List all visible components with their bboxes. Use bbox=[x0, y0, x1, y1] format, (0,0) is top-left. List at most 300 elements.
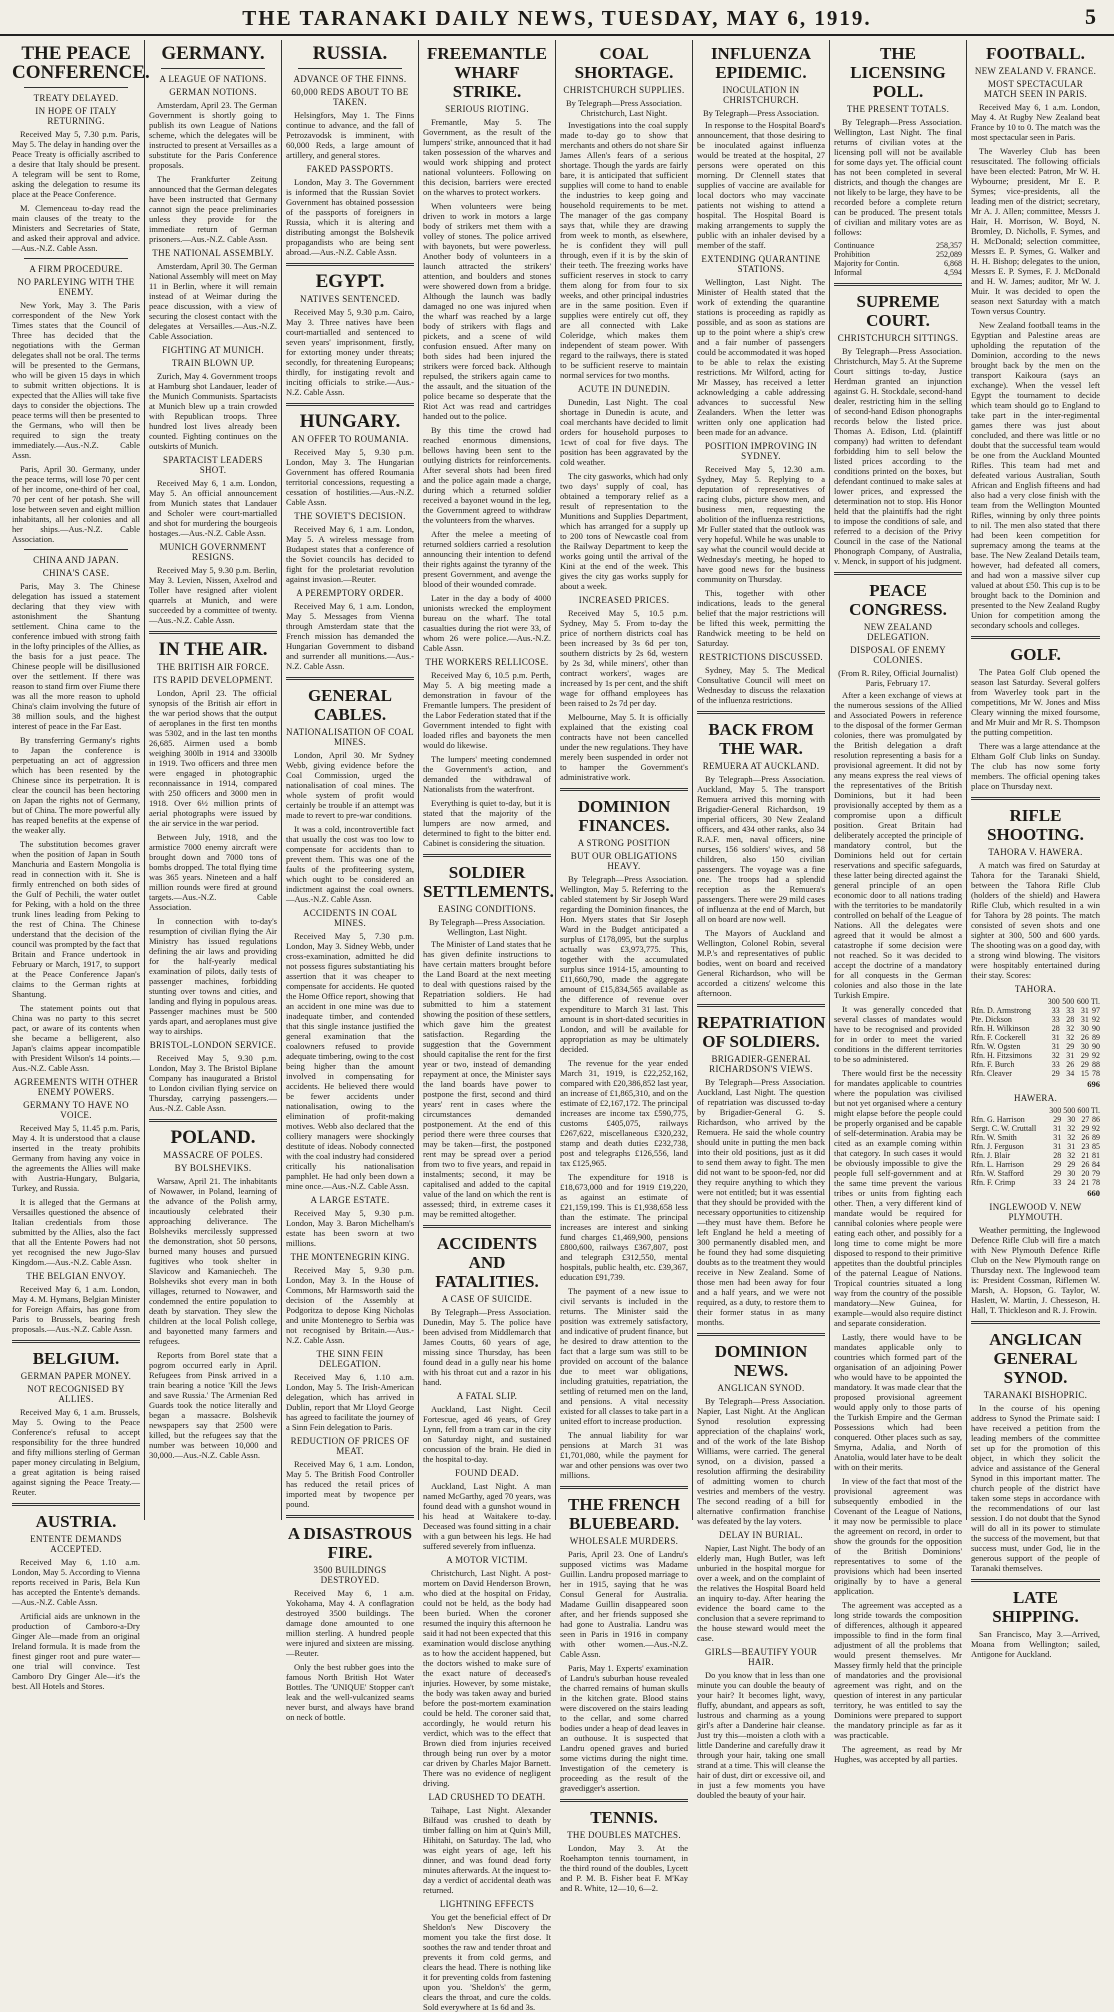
article-text: Amsterdam, April 23. The German Government is shortly going to publish its own League of Nations scheme, which the delegates will be instructed to present at Versailles as a substitute for the Paris Conference proposals. bbox=[149, 100, 277, 170]
article-text: The Frankfurter Zeitung announced that the German delegates have been instructed that Germany cannot sign the peace preliminaries unless they provide for the immediate return of German prisoners.—Aus.-N.Z. Cable Assn. bbox=[149, 174, 277, 244]
subheading: LIGHTNING EFFECTS bbox=[439, 1899, 535, 1909]
article-text: Wellington, Last Night. The Minister of Health stated that the work of extending the quarantine stations is proceeding as rapidly as possible, and as soon as stations are up to the point where a ship's crew and a fair number of passengers could be accommodated it was hoped to be able to relax the existing restrictions. Mr Wilford, acting for Mr Massey, has received a letter acknowledging a cable addressing advances to successful New Zealanders. When the letter was written only one application had been made for an advance. bbox=[697, 277, 825, 437]
table-cell: Informal bbox=[834, 268, 862, 277]
article-text: The statement points out that China was no party to this secret pact, or aware of its contents when she became a belligerent, also Japan's claims appear incompatible with President Wilson's 14 points.—Aus.-N.Z. Cable Assn. bbox=[12, 1003, 140, 1073]
subheading: THE SINN FEIN DELEGATION. bbox=[316, 1349, 384, 1369]
subheading: AGREEMENTS WITH OTHER ENEMY POWERS. bbox=[13, 1077, 139, 1097]
subheading: TAHORA V. HAWERA. bbox=[988, 847, 1083, 857]
table-row bbox=[834, 241, 962, 250]
table-cell: Majority for Contin. bbox=[834, 259, 900, 268]
article-text: The substitution becomes graver when the position of Japan in South Manchuria and Eastern Mongolia is read in connection with it. She is firmly entrenched on both sides of the Gulf of Pechili, the water outlet for Peking, with a hold on the three trunk lines leading from Peking to the rest of China. The Chinese understand that the decision of the council was prompted by the fact that Britain and France undertook in February or March, 1917, to support at the Peace Conference Japan's claims to the German rights at Shantung. bbox=[12, 839, 140, 999]
article-text: Between July, 1918, and the armistice 7000 enemy aircraft were brought down and 7000 tons of bombs dropped. The total flying time was 365 years. Nineteen and a half million rounds were fired at ground targets.—Aus.-N.Z. Cable Association. bbox=[149, 832, 277, 912]
rule bbox=[149, 1119, 277, 1122]
table-cell: 92 bbox=[1092, 1051, 1100, 1060]
masthead bbox=[0, 0, 1114, 36]
subheading: TARANAKI BISHOPRIC. bbox=[983, 1390, 1088, 1400]
subheading: LAD CRUSHED TO DEATH. bbox=[428, 1792, 546, 1802]
article-text: When volunteers were being driven to work in motors a large body of strikers met them with a volley of stones. The police arrived with bayonets, but were powerless. Another body of volunteers in a launch attracted the strikers' attention, and boulders and stones were showered down from a bridge. Although the launch was badly damaged no one was injured when the wharf was reached by a large body of strikers with flags and pickets, and a scene of wild confusion ensued. After many on both sides had been injured the strikers were forced back. Although repulsed, the strikers again came to the assault, and the situation of the police became so desperate that the Riot Act was read and cartridges handed out to the police. bbox=[423, 201, 551, 421]
headline: RUSSIA. bbox=[312, 43, 388, 64]
rule bbox=[971, 636, 1100, 639]
article-text: Received May 6, 10.5 p.m. Perth, May 5. A big meeting made a demonstration in favour of the Fremantle lumpers. The president of the Labor Federation stated that if the Government intended to fight with loaded rifles and bayonets the men would do likewise. bbox=[423, 670, 551, 750]
subheading: DISPOSAL OF ENEMY COLONIES. bbox=[850, 645, 946, 665]
table-row bbox=[971, 1178, 1100, 1187]
table-cell: Rfn. D. Armstrong bbox=[971, 1006, 1031, 1015]
article-text: Dunedin, Last Night. The coal shortage in Dunedin is acute, and coal merchants have decided to limit orders for household purposes to 1cwt of coal for five days. The position has been aggravated by the cold weather. bbox=[560, 397, 688, 467]
article-text: By Telegraph—Press Association. Wellington, Last Night. The final returns of civilian votes at the licensing poll will not be available for some days yet. The official count has not been completed in several districts, and though the changes are not likely to be large, they have to be recorded before a complete return can be produced. The present totals of civilian and military votes are as follows: bbox=[834, 117, 962, 237]
headline: ACCIDENTS AND FATALITIES. bbox=[435, 1234, 539, 1291]
article-text: Zurich, May 4. Government troops at Hamburg shot Landauer, leader of the Munich Communists. Spartacists at Munich blew up a train crowded with Republican troops. Three hundred lost lives already been counted. Fighting continues on the outskirts of Munich. bbox=[149, 371, 277, 451]
table-cell: 33 bbox=[1051, 1060, 1060, 1069]
article-text: By Telegraph—Press Association. Auckland, May 5. The transport Remuera arrived this morning with Brigadier-General Richardson, 19 imperial officers, 30 New Zealand officers, and 434 other ranks, also 34 R.A.F. men, naval officers, nine nurses, 156 soldiers' wives, and 58 children, also 150 civilian passengers. The voyage was a fine one. The troops had a splendid reception as the Remuera's passengers. There were 29 mild cases of influenza at the end of March, but all on board are now well. bbox=[697, 774, 825, 924]
article-text: Weather permitting, the Inglewood Defence Rifle Club will fire a match with New Plymouth Defence Rifle Club on the New Plymouth range on Thursday next. The Inglewood team is: President Cossman, Riflemen W. Marsh, A. Hopson, G. Taylor, W. Haslett, W. Martin, J. Chesseson, H. Hall, T. Thickleson and R. J. Frowin. bbox=[971, 1225, 1100, 1315]
subheading: REMUERA AT AUCKLAND. bbox=[702, 761, 820, 771]
table-cell: 79 bbox=[1092, 1169, 1100, 1178]
headline: SOLDIER SETTLEMENTS. bbox=[423, 863, 554, 901]
subheading: INOCULATION IN CHRISTCHURCH. bbox=[722, 85, 800, 105]
article-text: Warsaw, April 21. The inhabitants of Nowawer, in Poland, learning of the advance of the Polish army, incautiously celebrated their approaching deliverance. The Bolsheviks mercilessly suppressed the demonstration, shot 50 persons, burned many houses and pursued fugitives who took shelter in Slavicow and Kamaniecheh. The Bolsheviks shot every man in both villages, returned to Nowawer, and condemned the entire population to death by starvation. They slew the children at the local Polish college, and bayonetted many farmers and refugees. bbox=[149, 1176, 277, 1346]
rule bbox=[24, 258, 128, 259]
table-row bbox=[971, 1051, 1100, 1060]
rule bbox=[12, 1503, 140, 1506]
table-cell: 86 bbox=[1092, 1115, 1100, 1124]
table-cell: Rfn. W. Stafford bbox=[971, 1169, 1024, 1178]
article-text: Received May 6, 1 a.m. London, May 5. An official announcement from Munich states that Landauer and Scholer were court-martialled and shot for murdering the bourgeois hostages.—Aus.-N.Z. Cable Assn. bbox=[149, 478, 277, 538]
table-header-cell: 300 bbox=[1049, 1106, 1062, 1115]
subheading: SPARTACIST LEADERS SHOT. bbox=[163, 455, 263, 475]
headline: GENERAL CABLES. bbox=[307, 686, 393, 724]
article-text: The lumpers' meeting condemned the Government's action, and demanded the withdrawal of Nationalists from the waterfront. bbox=[423, 754, 551, 794]
article-text: The Patea Golf Club opened the season last Saturday. Several golfers from Waverley took part in the competitions, Mr W. Jones and Miss Cleary winning the mixed foursome, and Mr Muir and Mr R. S. Thompson the putting competition. bbox=[971, 667, 1100, 737]
headline: TENNIS. bbox=[590, 1808, 658, 1827]
table-cell: 78 bbox=[1092, 1178, 1100, 1187]
column-7 bbox=[830, 40, 967, 1764]
table-cell: 78 bbox=[1092, 1069, 1100, 1078]
subheading: CHINA AND JAPAN. bbox=[33, 555, 119, 565]
subheading: A PEREMPTORY ORDER. bbox=[296, 588, 404, 598]
table-cell: Rfn. F. Crimp bbox=[971, 1178, 1016, 1187]
subheading: ANGLICAN SYNOD. bbox=[717, 1383, 805, 1393]
article-text: The Minister of Land states that he has given definite instructions to have certain matters brought before the Land Board at the next meeting to deal with questions raised by the Repatriation soldiers. He had submitted to him a statement showing the position of these settlers, which gave him the greatest satisfaction. Regarding the suggestion that the Government should capitalise the rent for the first year or two, instead of demanding repayment at once, the Minister says the land boards have power to postpone the first, second and third years' rent in cases where the circumstances demanded postponement. At the end of this period there were three courses that may be taken—first, the postponed rent may be spread over a period from two to five years, and repaid in instalments; second, it may be capitalised and added to the capital value of the land on which the rent is assessed; third, in extreme cases it may be remitted altogether. bbox=[423, 939, 551, 1219]
table-header-cell: 500 bbox=[1063, 1106, 1076, 1115]
table-cell: Rfn. F. Cockerell bbox=[971, 1033, 1026, 1042]
subheading: ENTENTE DEMANDS ACCEPTED. bbox=[30, 1534, 122, 1554]
table-cell: Rfn. H. Fitzsimons bbox=[971, 1051, 1032, 1060]
article-text: The agreement, as read by Mr Hughes, was accepted by all parties. bbox=[834, 1744, 962, 1764]
subheading: NOT RECOGNISED BY ALLIES. bbox=[27, 1384, 125, 1404]
subheading: THE NATIONAL ASSEMBLY. bbox=[152, 248, 274, 258]
article-text: Received May 5, 10.5 p.m. Sydney, May 5. From to-day the price of northern districts coal has been increased by 3s 6d per ton, southern districts by 2s 6d, western by 2s 3d, while miners', other than contract workers', wages are increased by 1s per cent, and the shift wage for offhand employees has been raised to 2s 7d per day. bbox=[560, 608, 688, 708]
subheading: IN HOPE OF ITALY RETURNING. bbox=[35, 106, 117, 126]
column-5 bbox=[556, 40, 693, 1893]
poll-totals-table bbox=[834, 241, 962, 277]
table-cell: 31 bbox=[1053, 1124, 1062, 1133]
subheading: CHRISTCHURCH SITTINGS. bbox=[837, 333, 959, 343]
subheading: POSITION IMPROVING IN SYDNEY. bbox=[704, 441, 818, 461]
subheading: GERMANY TO HAVE NO VOICE. bbox=[23, 1100, 129, 1120]
table-row bbox=[971, 1042, 1100, 1051]
subheading: THE BRITISH AIR FORCE. bbox=[156, 662, 270, 672]
subheading: WHOLESALE MURDERS. bbox=[569, 1536, 679, 1546]
article-text: The annual liability for war pensions at March 31 was £1,701,080, while the payment for war and other pensions was over two millions. bbox=[560, 1430, 688, 1480]
rule bbox=[24, 549, 128, 550]
table-row bbox=[971, 1060, 1100, 1069]
table-cell: 34 bbox=[1066, 1069, 1075, 1078]
article-text: London, April 23. The official synopsis of the British air effort in the war period shows that the output of aeroplanes in the first ten months was 5302, and in the last ten months 26,685. Airmen used a bomb weighing 300lb in 1914 and 3300lb in 1919. Two officers and three men were engaged in photographic reconnaissance in 1914, compared with 250 officers and 3000 men in 1918. Over 6½ million prints of aerial photographs were issued by the air service in the war period. bbox=[149, 688, 277, 828]
table-cell: 84 bbox=[1092, 1160, 1100, 1169]
headline: GERMANY. bbox=[161, 43, 265, 64]
subheading: 3500 BUILDINGS DESTROYED. bbox=[313, 1565, 387, 1585]
subheading: DELAY IN BURIAL. bbox=[719, 1530, 803, 1540]
table-cell: 31 bbox=[1053, 1142, 1062, 1151]
headline: DOMINION NEWS. bbox=[714, 1342, 808, 1380]
subheading: 60,000 REDS ABOUT TO BE TAKEN. bbox=[291, 87, 409, 107]
article-text: In the course of his opening address to Synod the Primate said: I have received a petition from the leading members of the committee set up for the promotion of this object, in which they solicit the advice and assistance of the General Synod in this important matter. The church people of the district have taken some steps in accordance with the recommendations of our last session. I do not doubt that the Synod will do all in its power to stimulate the success of the movement, but that success must, under God, lie in the generous support of the people of Taranaki themselves. bbox=[971, 1403, 1100, 1573]
article-text: This, together with other indications, leads to the general belief that the major restrictions will be lifted this week, permitting the Randwick meeting to be held on Saturday. bbox=[697, 588, 825, 648]
subheading: GIRLS—BEAUTIFY YOUR HAIR. bbox=[704, 1647, 818, 1667]
article-text: Melbourne, May 5. It is officially explained that the existing coal contracts have not been cancelled under the new regulations. They have merely been suspended in order not to hamper the Government's administrative work. bbox=[560, 712, 688, 782]
headline: POLAND. bbox=[170, 1127, 256, 1148]
article-text: By Telegraph—Press Association. Napier, Last Night. At the Anglican Synod resolution expressing appreciation of the chaplains' work, and of the work of the late Bishop Williams, were carried. The general synod, on a division, passed a resolution affirming the desirability of admitting women to church vestries and members of the vestry. The second reading of a bill for alternative confirmation franchise was defeated by the lay voters. bbox=[697, 1396, 825, 1526]
table-cell: 90 bbox=[1092, 1042, 1100, 1051]
article-text: The city gasworks, which had only two days' supply of coal, has obtained a temporary relief as a result of representation to the Munitions and Supplies Department, which has arranged for a supply up to 200 tons of Newcastle coal from the Railway Department to keep the works going until the arrival of the Kini at the end of the week. This gives the city gas works supply for about a week. bbox=[560, 471, 688, 591]
table-cell: Rfn. G. Harrison bbox=[971, 1115, 1025, 1124]
score-table-tahora bbox=[971, 997, 1100, 1078]
table-cell: 29 bbox=[1080, 1051, 1089, 1060]
table-cell: 32 bbox=[1066, 1033, 1075, 1042]
byline: By Telegraph—Press Association. Wellington, Last Night. bbox=[428, 917, 546, 937]
subheading: TREATY DELAYED. bbox=[33, 93, 119, 103]
rule bbox=[834, 283, 962, 286]
table-cell: 33 bbox=[1051, 1015, 1060, 1024]
subheading: SERIOUS RIOTING. bbox=[445, 104, 529, 114]
subheading: FIGHTING AT MUNICH. bbox=[162, 345, 264, 355]
table-cell: 33 bbox=[1066, 1006, 1075, 1015]
subheading: INCREASED PRICES. bbox=[578, 595, 670, 605]
article-text: Received May 5, 7.30 p.m. London, May 3. Sidney Webb, under cross-examination, admitted he did not possess figures substantiating his assertion that it was cheaper to compensate for accidents. He quoted the Home Office report, showing that an accident in one mine was due to inadequate timber, and contended that this single instance justified the general examination that the coalowners refused to provide adequate timbering, owing to the cost being higher than the amount involved in compensating for accidents. He believed there would be fewer accidents under nationalisation, owing to the elimination of profit-making motives. Webb also declared that the colliery managers were shockingly destitute of ideas. Nobody connected with the coal industry had considered critically his nationalisation pamphlet. He had only been down a mine once.—Aus.-N.Z. Cable Assn. bbox=[286, 931, 414, 1191]
table-row bbox=[834, 268, 962, 277]
headline: A DISASTROUS FIRE. bbox=[287, 1524, 413, 1562]
table-cell: 29 bbox=[1066, 1042, 1075, 1051]
headline: GOLF. bbox=[1010, 645, 1061, 664]
rule bbox=[286, 677, 414, 680]
article-text: M. Clemenceau to-day read the main clauses of the treaty to the Ministers and Secretaries of State, and asked their approval and advice.—Aus.-N.Z. Cable Assn. bbox=[12, 203, 140, 253]
article-text: London, May 3. The Government is informed that the Russian Soviet Government has obtained possession of the passports of foreigners in Russia, which it is altering and distributing amongst the Bolshevik propagandists who are being sent abroad.—Aus.-N.Z. Cable Assn. bbox=[286, 177, 414, 257]
subheading: ITS RAPID DEVELOPMENT. bbox=[153, 675, 273, 685]
subheading: THE WORKERS RELLICOSE. bbox=[425, 657, 549, 667]
table-cell: 29 bbox=[1053, 1160, 1062, 1169]
advertisement: Artificial aids are unknown in the production of Camboro-a-Dry Ginger Ale—made from an original Ireland formula. It is made from the finest ginger root and pure water—one trial will convince. Test Camboro Dry Ginger Ale—it's the best. All Hotels and Stores. bbox=[12, 1611, 140, 1691]
rule bbox=[149, 631, 277, 634]
table-row bbox=[834, 259, 962, 268]
rule bbox=[971, 1579, 1100, 1582]
table-header-cell: 500 bbox=[1062, 997, 1075, 1006]
table-cell: 26 bbox=[1081, 1133, 1090, 1142]
article-text: San Francisco, May 3.—Arrived, Moana from Wellington; sailed, Antigone for Auckland. bbox=[971, 1629, 1100, 1659]
rule bbox=[971, 1321, 1100, 1324]
headline: SUPREME COURT. bbox=[856, 292, 940, 330]
table-cell: 258,357 bbox=[936, 241, 962, 250]
table-row bbox=[971, 1006, 1100, 1015]
table-cell: 28 bbox=[1066, 1015, 1075, 1024]
table-cell: 15 bbox=[1080, 1069, 1089, 1078]
page-number: 5 bbox=[1085, 4, 1096, 29]
headline: COAL SHORTAGE. bbox=[574, 44, 674, 82]
subheading: THE DOUBLES MATCHES. bbox=[567, 1830, 681, 1840]
table-row bbox=[971, 1142, 1100, 1151]
subheading: A MOTOR VICTIM. bbox=[446, 1555, 528, 1565]
article-text: In connection with to-day's resumption of civilian flying the Air Ministry has issued regulations defining the air laws and providing for the half-yearly medical examination of pilots, daily tests of passenger machines, forbidding stunting over towns and cities, and landing and flying in populous areas. Passenger machines must be 500 yards apart, and aeroplanes must give way to airships. bbox=[149, 916, 277, 1036]
table-row bbox=[834, 250, 962, 259]
article-text: Taihape, Last Night. Alexander Bilfaud was crushed to death by timber falling on him at Quin's Mill, Hihitahi, on Saturday. The lad, who was eight years of age, left his dinner, and was found dead forty minutes afterwards. At the inquest to-day a verdict of accidental death was returned. bbox=[423, 1805, 551, 1895]
article-text: In response to the Hospital Board's announcement, that those desiring to be inoculated against influenza would be treated at the hospital, 27 persons were operated on this morning. Dr Clennell states that supplies of vaccine are available for local doctors who may vaccinate patients not wishing to attend a hospital. The Hospital Board is making arrangements to supply the public with an inhaler devised by a member of the staff. bbox=[697, 120, 825, 250]
article-text: Received May 6, 1 a.m. Yokohama, May 4. A conflagration destroyed 3500 buildings. The damage done amounted to one million sterling. A hundred people were injured and sixteen are missing.—Reuter. bbox=[286, 1588, 414, 1658]
table-cell: 32 bbox=[1051, 1051, 1060, 1060]
headline: REPATRIATION OF SOLDIERS. bbox=[697, 1013, 826, 1051]
column-8 bbox=[967, 40, 1104, 1659]
score-table-title: TAHORA. bbox=[1014, 984, 1057, 994]
column-2 bbox=[145, 40, 282, 1520]
table-header-row bbox=[971, 1106, 1100, 1115]
article-text: After the melee a meeting of returned soldiers carried a resolution announcing their intention to defend their rights against the tyranny of the present Government, and avenge the blood of their wounded comrade. bbox=[423, 529, 551, 589]
rule bbox=[697, 1004, 825, 1007]
table-cell: 26 bbox=[1080, 1033, 1089, 1042]
subheading: THE PRESENT TOTALS. bbox=[846, 104, 950, 114]
subheading: AN OFFER TO ROUMANIA. bbox=[291, 434, 409, 444]
table-cell: 26 bbox=[1081, 1160, 1090, 1169]
table-cell: 27 bbox=[1081, 1115, 1090, 1124]
headline: LATE SHIPPING. bbox=[992, 1588, 1079, 1626]
headline: FREEMANTLE WHARF STRIKE. bbox=[427, 44, 547, 101]
table-cell: 26 bbox=[1066, 1060, 1075, 1069]
table-cell: Continuance bbox=[834, 241, 875, 250]
advertisement: You get the beneficial effect of Dr Sheldon's New Discovery the moment you take the first dose. It soothes the raw and tender throat and prevents it from cold germs, and clears the head. There is nothing like it for preventing colds from fastening upon you. 'Sheldon's' the germ, clears the throat, and cure the colds. Sold everywhere at 1s 6d and 3s. bbox=[423, 1912, 551, 2012]
article-text: Paris, April 30. Germany, under the peace terms, will lose 70 per cent of her income, one-third of her coal, 70 per cent of her potash. She will lose between seven and eight million inhabitants, all her colonies and all her ships.—Aus.-N.Z. Cable Association. bbox=[12, 464, 140, 544]
score-table-hawera bbox=[971, 1106, 1100, 1187]
table-cell: 81 bbox=[1092, 1151, 1100, 1160]
article-text: London, May 3. At the Roehampton tennis tournament, in the third round of the doubles, Lycett and P. M. B. Fisher beat F. M'Kay and R. White, 12—10, 6—2. bbox=[560, 1843, 688, 1893]
rule bbox=[560, 1799, 688, 1802]
rule bbox=[286, 263, 414, 266]
rule bbox=[161, 68, 265, 69]
subheading: GERMAN PAPER MONEY. bbox=[20, 1371, 132, 1381]
subheading: A LARGE ESTATE. bbox=[310, 1195, 390, 1205]
headline: RIFLE SHOOTING. bbox=[987, 806, 1084, 844]
article-text: After a keen exchange of views at the numerous sessions of the Allied and Associated Powers in reference to the disposal of the former German colonies, there was promulgated by the British delegation a draft resolution representing a basis for a provisional agreement. It did not by any means express the real views of the representatives of the British Dominions, but it had been provisionally accepted by them as a compromise upon a difficult position. Great Britain had deliberately accepted the principle of mandatory control, but the Dominions held out for certain reservations and specific safeguards, these latter being directed against the general principle of an open economic door to all nations trading with the territories to be mandatorily controlled on behalf of the League of Nations. All the delegates were agreed that it would be almost a catastrophe if some decision were not reached. So it was decided to accept the doctrine of a mandatory for all conquests in the German colonies and also those in the late Turkish Empire. bbox=[834, 690, 962, 1000]
article-text: Received May 6, 1.10 a.m. London, May 5. The Irish-American delegation, which has arrived in Dublin, report that Mr Lloyd George has agreed to facilitate the journey of a Sinn Fein delegation to Paris. bbox=[286, 1372, 414, 1432]
masthead-title: THE TARANAKI DAILY NEWS, TUESDAY, MAY 6, 1919. bbox=[242, 6, 872, 30]
headline: IN THE AIR. bbox=[158, 639, 268, 660]
column-3 bbox=[282, 40, 419, 1722]
rule bbox=[24, 87, 128, 88]
subheading: THE MONTENEGRIN KING. bbox=[290, 1252, 410, 1262]
article-text: Everything is quiet to-day, but it is stated that the majority of the lumpers are now armed, and determined to fight to the bitter end. Cabinet is considering the situation. bbox=[423, 798, 551, 848]
article-text: Received May 6, 1 a.m. Brussels, May 5. Owing to the Peace Conference's refusal to accept responsibility for the three hundred and fifty millions sterling of German paper money circulating in Belgium, a great agitation is being raised against signing the Peace Treaty.—Reuter. bbox=[12, 1407, 140, 1497]
rule bbox=[971, 797, 1100, 800]
article-text: Paris, April 23. One of Landru's supposed victims was Madame Guillin. Landru proposed marriage to her in 1915, saying that he was Consul General for Australia. Madame Guillin disappeared soon after, and her friends supposed she had gone to Australia. Landru was seen in Paris in 1916 in company with other women.—Aus.-N.Z. Cable Assn. bbox=[560, 1549, 688, 1659]
table-cell: 88 bbox=[1092, 1060, 1100, 1069]
table-cell: 29 bbox=[1053, 1115, 1062, 1124]
table-cell: 30 bbox=[1067, 1115, 1076, 1124]
byline: By Telegraph—Press Association. Christchurch, Last Night. bbox=[565, 98, 683, 118]
byline: By Telegraph—Press Association. bbox=[702, 108, 820, 118]
table-cell: 31 bbox=[1051, 1042, 1060, 1051]
table-cell: 92 bbox=[1092, 1015, 1100, 1024]
table-header-row bbox=[971, 997, 1100, 1006]
subheading: NEW ZEALAND DELEGATION. bbox=[863, 622, 933, 642]
article-text: New York, May 3. The Paris correspondent of the New York Times states that the Council of Three has decided that the negotiations with the German delegates shall not be oral. The terms will be presented to the Germans, who will be given 15 days in which to submit written objections. It is expected that the Allies will take five days to consider the objections. The peace terms will then be presented to the Germans, who will then be required to sign the treaty immediately.—Aus.-N.Z. Cable Assn. bbox=[12, 300, 140, 460]
article-text: The expenditure for 1918 is £18,673,000 and for 1919 £19,220, as against an estimate of £21,159,199. This is £1,938,658 less than the estimate. The principal increases are interest and sinking fund charges £1,469,900, pensions £800,600, railways £367,807, post and telegraph £312,550, mental hospitals, public health, etc. £39,367, education £91,739. bbox=[560, 1172, 688, 1282]
table-cell: Rfn. W. Ogsten bbox=[971, 1042, 1021, 1051]
headline: AUSTRIA. bbox=[35, 1512, 117, 1531]
article-text: Paris, May 1. Experts' examination of Landru's suburban house revealed the charred remains of human skulls in the kitchen grate. Blood stains were discovered on the stairs leading to the cellar, and some charred bodies under a heap of dead leaves in an outhouse. It is suspected that Landru opened graves and buried some victims during the night time. Investigation of the cemetery is proceeding as the result of the gravedigger's assertion. bbox=[560, 1663, 688, 1793]
subheading: TRAIN BLOWN UP. bbox=[171, 358, 255, 368]
article-text: Received May 5, 12.30 a.m. Sydney, May 5. Replying to a deputation of representatives of racing clubs, picture show men, and business men, requesting the abolition of the influenza restrictions, Mr Fuller stated that the outlook was very hopeful. While he was unable to say what the council would decide at Wednesday's meeting, he hoped to have good news for the business community on Thursday. bbox=[697, 464, 825, 584]
subheading: ACUTE IN DUNEDIN. bbox=[577, 384, 671, 394]
article-text: Received May 5, 9.30 p.m. London, May 3. The Bristol Biplane Company has inaugurated a Bristol to London civilian flying service on Thursday, carrying passengers.—Aus.-N.Z. Cable Assn. bbox=[149, 1053, 277, 1113]
table-cell: 29 bbox=[1081, 1124, 1090, 1133]
table-cell: 252,089 bbox=[936, 250, 962, 259]
article-text: By Telegraph—Press Association. Auckland, Last Night. The question of repatriation was discussed to-day by Brigadier-General G. S. Richardson, who arrived by the Remuera. He said the whole country should unite in putting the men back into their old positions, just as it did to send them away to fight. The men did not want to be spoon-fed, nor did they require anything to which they were not entitled; but it was essential that they should be provided with the necessary opportunities to citizenship—they must have them. Before he left England he held a meeting of 300 permanently disabled men, and he found they had some disquieting doubts as to the treatment they would receive in New Zealand. Some of those men had been away for four and a half years, and we were not required, as a duty, to restore them to their former status in as many months. bbox=[697, 1077, 825, 1327]
subheading: A FATAL SLIP. bbox=[456, 1391, 518, 1401]
subheading: THE BELGIAN ENVOY. bbox=[26, 1271, 126, 1281]
table-cell: 85 bbox=[1092, 1142, 1100, 1151]
article-text: The Waverley Club has been resuscitated. The following officials have been elected: Patron, Mr W. H. Wybourne; president, Mr E. P. Symes; vice-presidents, all the leading men of the district; secretary, Mr A. J. Allen; committee, Messrs J. Hair, H. Morrison, W. Boyd, N. Bromley, D. Nicholls, F. Symes, and H. McDonald; selection committee, Messrs E. P. Symes, G. Walker and H. H. Bishop; delegates to the union, Messrs E. P. Symes, F. J. McDonald and H. W. James; auditor, Mr W. J. Muir. It was decided to open the season next Saturday with a match Town versus Country. bbox=[971, 146, 1100, 316]
article-text: By Telegraph—Press Association. Wellington, May 5. Referring to the cabled statement by Sir Joseph Ward regarding the Dominion finances, the Hon. Myers states that Sir Joseph Ward in the Budget anticipated a surplus of £178,095, but the surplus actually was £3,973,775. This, together with the accumulated surplus since 1914-15, amounting to £11,660,790, made the aggregate amount of £15,834,565 available as the difference of revenue over expenditure to March 31 last. This amount is in short-dated securities in London, and will be available for appropriation as may be ultimately decided. bbox=[560, 874, 688, 1054]
article-text: By Telegraph—Press Association. Christchurch, May 5. At the Supreme Court sittings to-day, Justice Herdman granted an injunction against G. H. Stockdale, second-hand dealer, restricting him in the selling of second-hand Edison phonographs records below the listed price. Thomas A. Edison, Ltd. (plaintiff company) had written to defendant forbidding him to sell below the listed prices according to the conditions printed on the boxes, but defendant continued to make sales at lower prices, and expressed the determination not to stop. His Honor held that the plaintiffs had the right to impose the conditions of sale, and referred to a decision of the Privy Council in the case of the National Phonograph Company, of Australia, v. Menck, in support of his judgment. bbox=[834, 346, 962, 566]
article-text: Received May 5, 9.30 p.m. Berlin, May 3. Levien, Nissen, Axelrod and Toller have resigned after violent quarrels at Munich, and were succeeded by a committee of twenty.—Aus.-N.Z. Cable Assn. bbox=[149, 565, 277, 625]
table-cell: 31 bbox=[1053, 1133, 1062, 1142]
article-text: Received May 5, 11.45 p.m. Paris, May 4. It is understood that a clause inserted in the treaty prohibits Germany from having any voice in the agreements the Allies will make with Austria-Hungary, Bulgaria, Turkey, and Russia. bbox=[12, 1123, 140, 1193]
article-text: Received May 6, 1 a.m. London, May 4. M. Hymans, Belgian Minister for Foreign Affairs, has gone from Paris to Brussels, bearing fresh proposals.—Aus.-N.Z. Cable Assn. bbox=[12, 1284, 140, 1334]
headline: HUNGARY. bbox=[299, 411, 401, 432]
article-text: It was a cold, incontrovertible fact that usually the cost was too low to compensate for accidents than to prevent them. This was one of the faults of the profiteering system, which ought to be considered an indictment against the coal owners.—Aus.-N.Z. Cable Assn. bbox=[286, 824, 414, 904]
subheading: MUNICH GOVERNMENT RESIGNS. bbox=[159, 542, 267, 562]
table-row bbox=[971, 1033, 1100, 1042]
table-row bbox=[971, 1015, 1100, 1024]
table-cell: Pte. Dickson bbox=[971, 1015, 1012, 1024]
table-cell: 31 bbox=[1080, 1015, 1089, 1024]
table-cell: 31 bbox=[1080, 1006, 1089, 1015]
subheading: A LEAGUE OF NATIONS. bbox=[159, 74, 267, 84]
table-row bbox=[971, 1069, 1100, 1078]
subheading: MOST SPECTACULAR MATCH SEEN IN PARIS. bbox=[983, 79, 1088, 99]
table-cell: 31 bbox=[1067, 1142, 1076, 1151]
article-text: Received May 5, 9.30 p.m. Cairo, May 3. Three natives have been court-martialled and sentenced to seven years' imprisonment, firstly, for extorting money under threats; secondly, for threatening Europeans; thirdly, for instigating revolt and inciting officials to strike.—Aus.-N.Z. Cable Assn. bbox=[286, 307, 414, 397]
headline: THE PEACE CONFERENCE. bbox=[12, 43, 150, 83]
team-total: 696 bbox=[1087, 1079, 1100, 1089]
headline: THE FRENCH BLUEBEARD. bbox=[568, 1495, 680, 1533]
headline: FOOTBALL. bbox=[986, 44, 1085, 63]
table-header-cell: 300 bbox=[1047, 997, 1060, 1006]
score-table-title: HAWERA. bbox=[1013, 1093, 1058, 1103]
rule bbox=[560, 1486, 688, 1489]
article-text: Helsingfors, May 1. The Finns continue to advance, and the fall of Petrozavodsk is imminent, with 60,000 Reds, a large amount of artillery, and general stores. bbox=[286, 110, 414, 160]
subheading: BRISTOL-LONDON SERVICE. bbox=[149, 1040, 277, 1050]
byline: (From R. Riley, Official Journalist) Paris, February 17. bbox=[838, 668, 958, 688]
table-cell: 30 bbox=[1080, 1024, 1089, 1033]
table-cell: 29 bbox=[1053, 1169, 1062, 1178]
article-text: There would first be the necessity for mandates applicable to countries where the population was civilised but not yet organised where a century might elapse before the people could be properly organised and be capable of self-determination. Arabia may be cited as an example coming within that category. In such cases it would be obviously impossible to give the people full self-government and at the same time prevent the various tribes or units from fighting each other. Then, a very different kind of mandate would be required for cannibal colonies where people were eating each other, and possibly for a long time to come might be more disposed to respond to their primitive appetites than the doubtful principles of the paternal League of Nations. Tropical countries situated a long way from the country of the possible mandatory—New Guinea, for example—would also require distinct and separate consideration. bbox=[834, 1068, 962, 1328]
table-cell: 31 bbox=[1066, 1051, 1075, 1060]
article-text: By this time the crowd had reached enormous dimensions, bellows having been sent to the outlying districts for reinforcements. After several shots had been fired and the police again made a charge, during which a returned soldier received a bayonet wound in the leg, the Government agreed to withdraw the volunteers from the wharves. bbox=[423, 425, 551, 525]
table-cell: 31 bbox=[1051, 1033, 1060, 1042]
article-text: Received May 5, 9.30 p.m. London, May 3. The Hungarian Government has offered Roumania territorial concessions, requesting a cessation of hostilities.—Aus.-N.Z. Cable Assn. bbox=[286, 447, 414, 507]
article-text: The Mayors of Auckland and Wellington, Colonel Robin, several M.P.'s and representatives of public bodies, went on board and received General Richardson, who will be accorded a citizens' welcome this afternoon. bbox=[697, 928, 825, 998]
table-cell: 21 bbox=[1081, 1178, 1090, 1187]
table-cell: 33 bbox=[1051, 1006, 1060, 1015]
table-cell: Prohibition bbox=[834, 250, 871, 259]
table-cell: 23 bbox=[1081, 1142, 1090, 1151]
rule bbox=[423, 854, 551, 857]
table-row bbox=[971, 1160, 1100, 1169]
article-text: It is alleged that the Germans at Versailles questioned the absence of Italian credentials from those submitted by the Allies, also the fact that all the Entente Powers had not yet recognised the new Jugo-Slav Kingdom.—Aus.-N.Z. Cable Assn. bbox=[12, 1197, 140, 1267]
table-cell: 20 bbox=[1081, 1169, 1090, 1178]
subheading: NATIONALISATION OF COAL MINES. bbox=[286, 727, 414, 747]
table-cell: 29 bbox=[1080, 1060, 1089, 1069]
article-text: Christchurch, Last Night. A post-mortem on David Henderson Brown, who died at the hospital on Friday, could not be held, as the body had been buried. When the coroner resumed the inquiry this afternoon he said it had not been expected that this examination would disclose anything as to how the accident happened, but the doctors wished to make sure of the exact nature of deceased's injuries. However, by some mistake, the body was taken away and buried before the post-mortem examination could be held. The coroner said that, accordingly, he would return his verdict, which was to the effect that Brown died from injuries received through being run over by a motor car driven by Charles Major Barnett. There was no evidence of negligent driving. bbox=[423, 1568, 551, 1788]
article-text: Received May 6, 1.10 a.m. London, May 5. According to Vienna reports received in Paris, Bela Kun has accepted the Entente's demands.—Aus.-N.Z. Cable Assn. bbox=[12, 1557, 140, 1607]
column-1 bbox=[8, 40, 150, 1691]
article-text: Later in the day a body of 4000 unionists wrecked the employment bureau on the wharf. The total casualties during the riot were 33, of whom 26 were police.—Aus.-N.Z. Cable Assn. bbox=[423, 593, 551, 653]
team-total: 660 bbox=[1087, 1188, 1100, 1198]
table-cell: Rfn. J. Blair bbox=[971, 1151, 1011, 1160]
subheading: RESTRICTIONS DISCUSSED. bbox=[699, 652, 823, 662]
subheading: INGLEWOOD V. NEW PLYMOUTH. bbox=[989, 1202, 1082, 1222]
rule bbox=[697, 711, 825, 714]
table-cell: Rfn. Cleaver bbox=[971, 1069, 1012, 1078]
rule bbox=[423, 1225, 551, 1228]
article-text: Fremantle, May 5. The Government, as the result of the lumpers' strike, announced that it had taken possession of the wharves and would work shipping and protect national volunteers. Following on this decision, barriers were erected on the wharves to protect workers. bbox=[423, 117, 551, 197]
table-header-cell: 600 bbox=[1077, 1106, 1090, 1115]
subheading: BRIGADIER-GENERAL RICHARDSON'S VIEWS. bbox=[709, 1054, 813, 1074]
subheading: ACCIDENTS IN COAL MINES. bbox=[302, 908, 398, 928]
article-text: Received May 5, 7.30 p.m. Paris, May 5. The delay in handing over the Peace Treaty is officially ascribed to a desire that Italy should be present. A telegram will be sent to Rome, asking the delegation to resume its place at the Peace Conference. bbox=[12, 129, 140, 199]
table-cell: 6,868 bbox=[944, 259, 962, 268]
table-cell: 28 bbox=[1053, 1151, 1062, 1160]
subheading: FOUND DEAD. bbox=[455, 1468, 519, 1478]
table-cell: 32 bbox=[1067, 1124, 1076, 1133]
article-text: Received May 6, 1 a.m. London, May 4. At Rugby New Zealand beat France by 10 to 0. The match was the most spectacular seen in Paris. bbox=[971, 102, 1100, 142]
article-text: Auckland, Last Night. Cecil Fortescue, aged 46 years, of Grey Lynn, fell from a tram car in the city on Saturday night, and sustained concussion of the brain. He died in the hospital to-day. bbox=[423, 1404, 551, 1464]
rule bbox=[12, 1340, 140, 1343]
table-row bbox=[971, 1151, 1100, 1160]
rule bbox=[560, 788, 688, 791]
table-header-cell: Tl. bbox=[1090, 1106, 1100, 1115]
subheading: BUT OUR OBLIGATIONS HEAVY. bbox=[570, 851, 678, 871]
article-text: Amsterdam, April 30. The German National Assembly will meet on May 11 in Berlin, where it will remain instead of at Weimar during the peace discussion, with a view of securing the closest contact with the delegates at Versailles.—Aus.-N.Z. Cable Association. bbox=[149, 261, 277, 341]
article-text: Received May 5, 9.30 p.m. London, May 3. In the House of Commons, Mr Harmsworth said the decision of the Assembly at Podgoritza to depose King Nicholas and unite Montenegro to Serbia was not recognised by Britain.—Aus.-N.Z. Cable Assn. bbox=[286, 1265, 414, 1345]
article-text: There was a large attendance at the Eltham Golf Club links on Sunday. The club has now some forty members. The official opening takes place on Thursday next. bbox=[971, 741, 1100, 791]
subheading: CHRISTCHURCH SUPPLIES. bbox=[563, 85, 685, 95]
subheading: ADVANCE OF THE FINNS. bbox=[293, 74, 407, 84]
article-text: Paris, May 3. The Chinese delegation has issued a statement declaring that they view with astonishment the Shantung settlement. China came to the conference imbued with strong faith in the lofty principles of the Allies, as the basis for a just peace. The Chinese people will be disillusioned over the settlement. If there was reason to stand firm over Fiume there was all the more reason to uphold China's claim involving the future of 38 million souls, and the highest interest of peace in the Far East. bbox=[12, 581, 140, 731]
table-cell: 30 bbox=[1067, 1169, 1076, 1178]
rule bbox=[286, 403, 414, 406]
headline: PEACE CONGRESS. bbox=[849, 581, 947, 619]
table-cell: 29 bbox=[1051, 1069, 1060, 1078]
table-cell: 89 bbox=[1092, 1133, 1100, 1142]
article-text: Received May 6, 1 a.m. London, May 5. The British Food Controller has reduced the retail prices of imported meat by twopence per pound. bbox=[286, 1459, 414, 1509]
subheading: NEW ZEALAND V. FRANCE. bbox=[974, 66, 1097, 76]
article-text: The revenue for the year ended March 31, 1919, is £22,252,162, compared with £20,386,852 last year, an increase of £1,865,310, and on the estimate of £2,167,172. The principal increases are income tax £590,775, customs £405,075, railways £267,622, miscellaneous £320,232, stamp and death duties £232,738, post and telegraphs £126,556, land tax £125,965. bbox=[560, 1058, 688, 1168]
headline: BACK FROM THE WAR. bbox=[708, 720, 814, 758]
article-text: New Zealand football teams in the Egyptian and Palestine areas are upholding the reputation of the Dominion, according to the news brought back by the men on the transport Kaikoura (says an exchange). When the vessel left Egypt the tournament to decide which team should go to England to take part in the inter-regimental games there was just about concluded, and there was little or no doubt that the successful team would be one from the Auckland Mounted Rifles. This team had met and defeated various Australian, South African and English fifteens and had also had a very close finish with the team from the Wellington Mounted Rifles, winning by only three points to nil. The men also stated that there had been keen competition for supremacy among the teams at the base. The New Zealand Details team, however, had defeated all comers, and had won a massive silver cup valued at about £50. This cup is to be brought back to the Dominion and presented to the New Zealand Rugby Union for competition among the secondary schools and colleges. bbox=[971, 320, 1100, 630]
headline: BELGIUM. bbox=[32, 1349, 120, 1368]
table-cell: 29 bbox=[1067, 1160, 1076, 1169]
article-text: Napier, Last Night. The body of an elderly man, Hugh Butler, was left unburied in the hospital morgue for over a week, and on the complaint of the relatives the Hospital Board held an inquiry to-day. After hearing the evidence the board came to the conclusion that a severe reprimand to the house steward would meet the case. bbox=[697, 1543, 825, 1643]
table-header-cell bbox=[971, 997, 1045, 1006]
headline: ANGLICAN GENERAL SYNOD. bbox=[989, 1330, 1082, 1387]
